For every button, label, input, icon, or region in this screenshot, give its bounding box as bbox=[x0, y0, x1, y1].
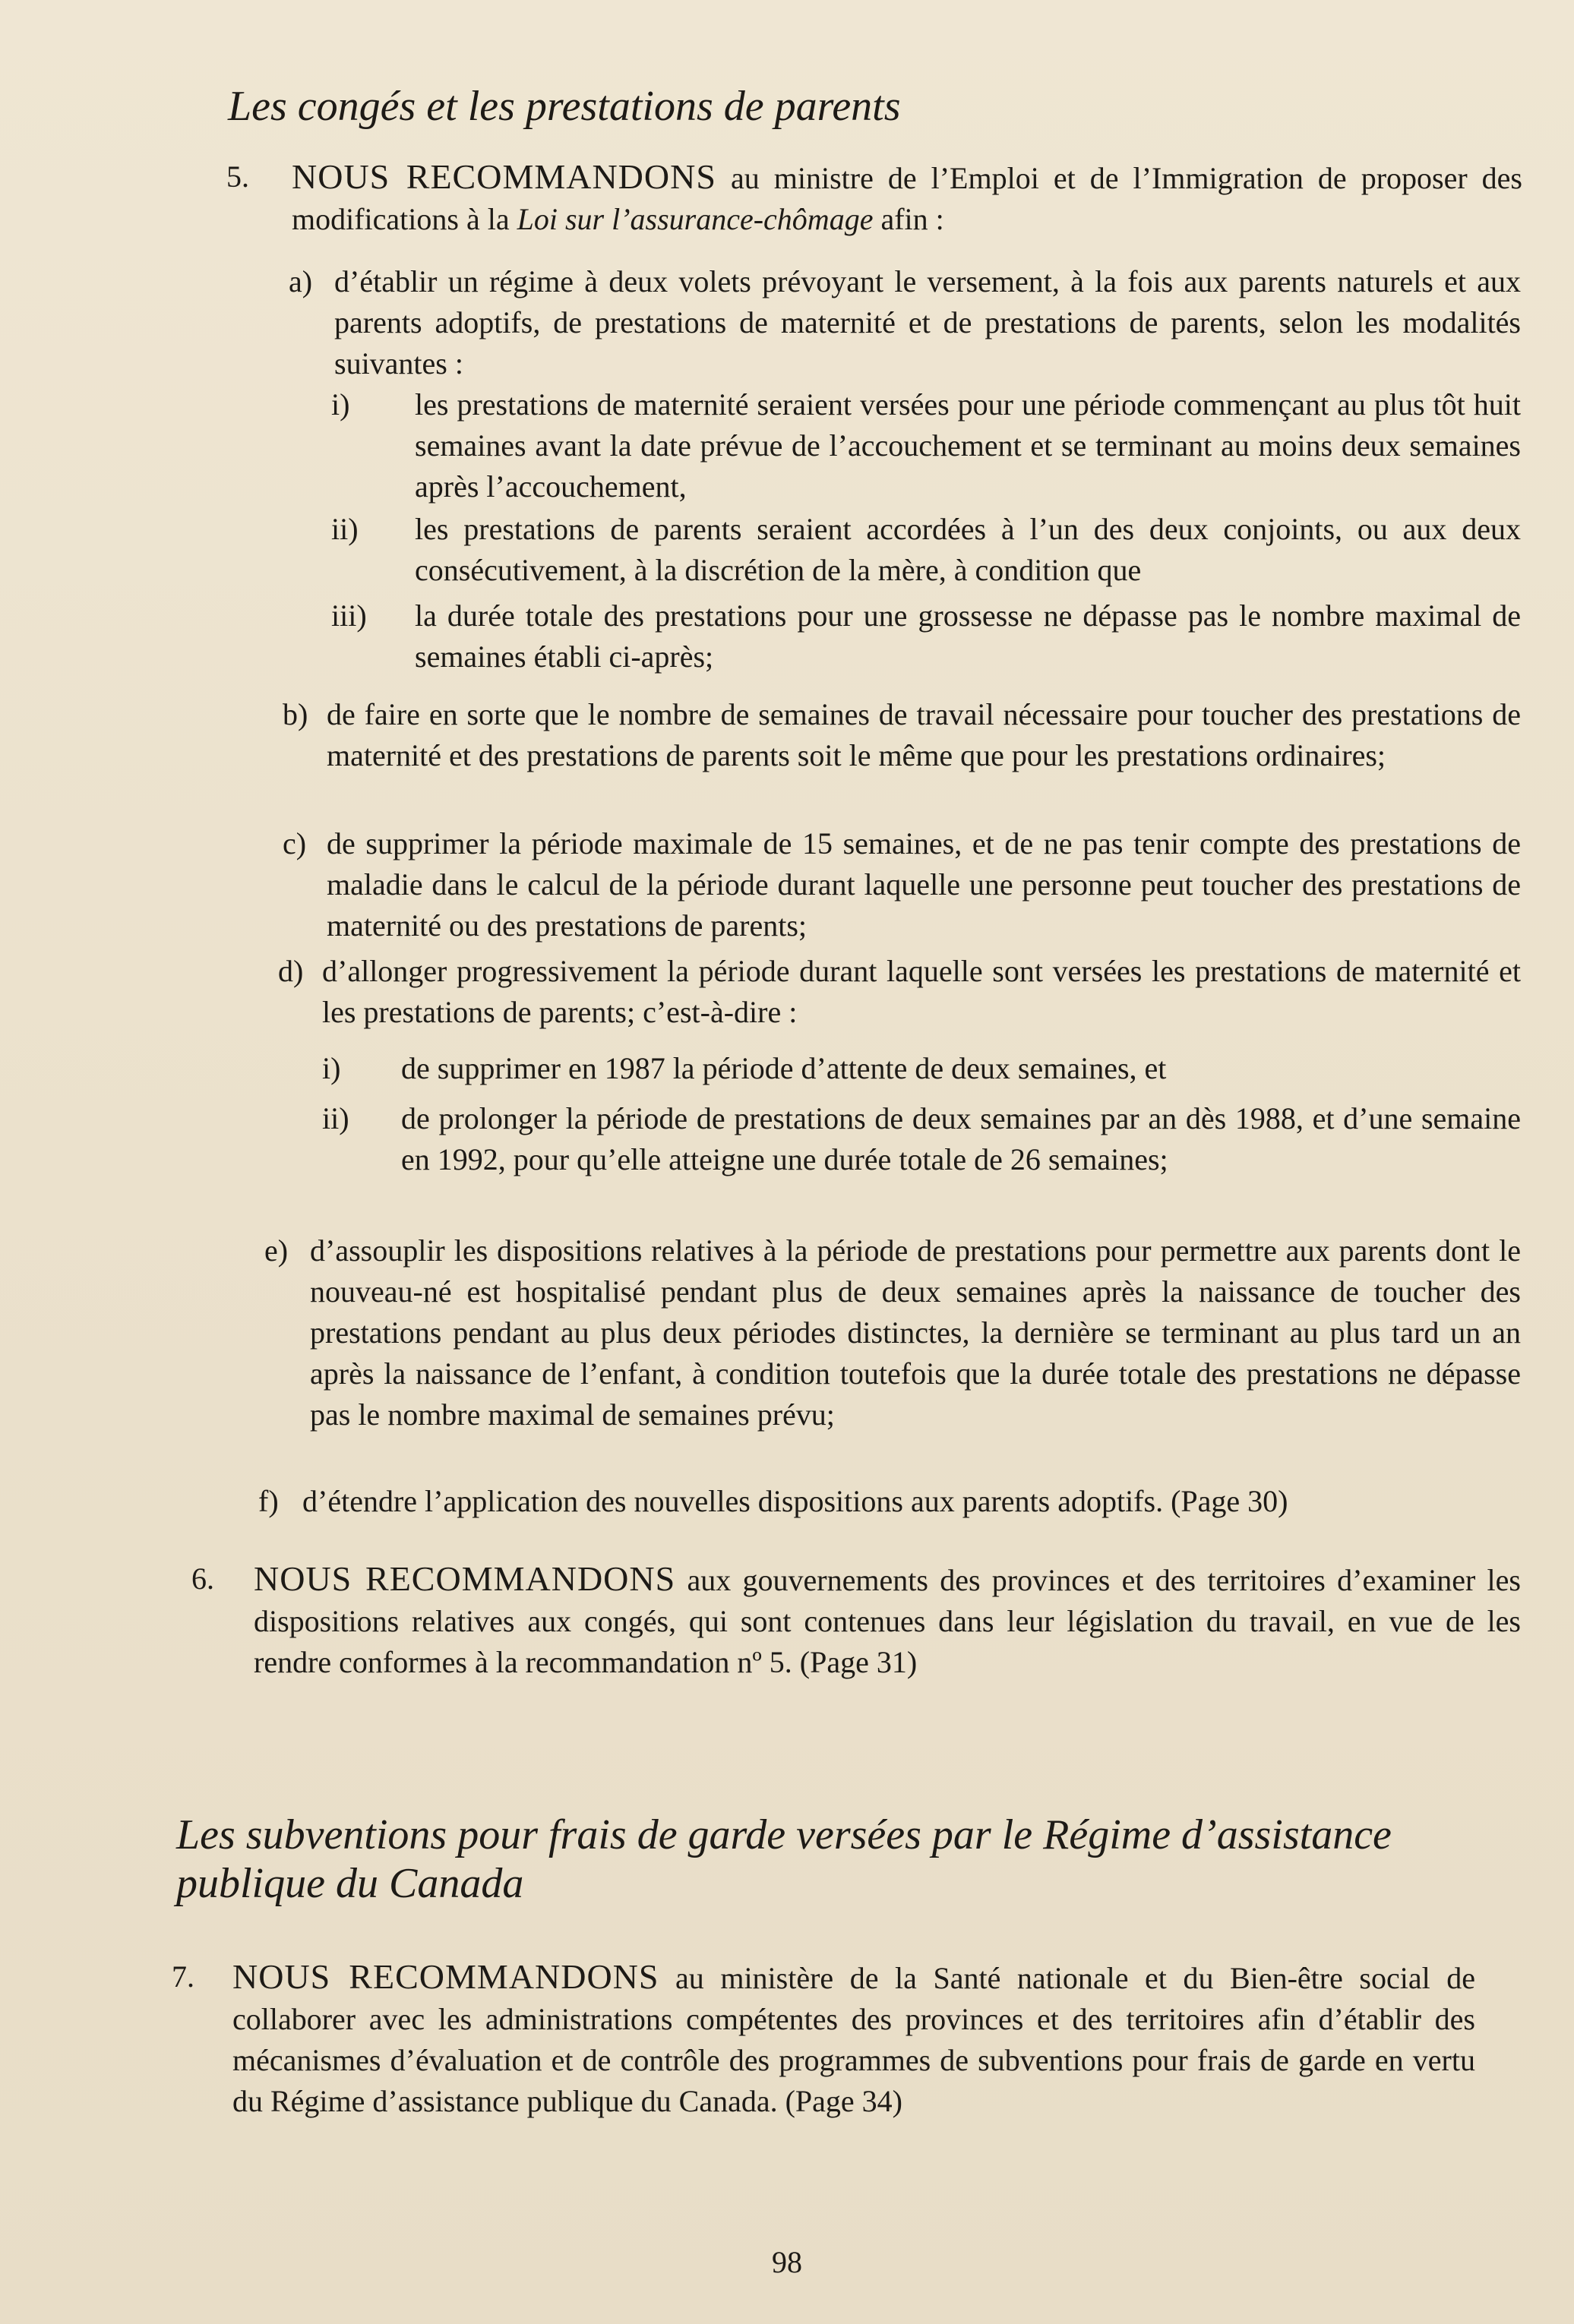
rec5-a-iii-label: iii) bbox=[331, 598, 367, 633]
rec5-d-ii-text: de prolonger la période de prestations de deux semaines par an dès 1988, et d’une semaine en 1992, pour qu’elle atteigne une durée totale de 26 semaines; bbox=[401, 1101, 1521, 1176]
rec5-e-label: e) bbox=[264, 1233, 289, 1268]
rec7-number: 7. bbox=[172, 1959, 194, 1994]
rec5-a-text: d’établir un régime à deux volets prévoyant le versement, à la fois aux parents naturels et aux parents adoptifs, de prestations de maternité et de prestations de parents, selon les modalités suivantes : bbox=[334, 264, 1521, 380]
rec6-number: 6. bbox=[191, 1561, 214, 1596]
rec5-a-i-label: i) bbox=[331, 387, 350, 422]
rec7-text bbox=[232, 1956, 1475, 2122]
rec5-d-i-label: i) bbox=[322, 1051, 341, 1085]
page-number: 98 bbox=[772, 2245, 802, 2279]
rec5-text-a: au ministre de l’Emploi et de l’Immigration de proposer des modifications à la bbox=[292, 161, 1522, 236]
rec5-b-text: de faire en sorte que le nombre de semaines de travail nécessaire pour toucher des prestations de maternité et des prestations de parents soit le même que pour les prestations ordinaires; bbox=[327, 697, 1521, 772]
rec7-lead: NOUS RECOMMANDONS bbox=[232, 1957, 659, 1996]
rec5-b-label: b) bbox=[283, 697, 308, 731]
rec7-body: au ministère de la Santé nationale et du Bien-être social de collaborer avec les administrations compétentes des provinces et des territoires afin d’établir des mécanismes d’évaluation et de contrôle des programmes de subventions pour frais de garde en vertu du Régime d’assistance publique du Canada. (Page 34) bbox=[232, 1961, 1475, 2118]
rec5-d-label: d) bbox=[278, 954, 304, 988]
rec5-a-ii-text: les prestations de parents seraient accordées à l’un des deux conjoints, ou aux deux consécutivement, à la discrétion de la mère, à condition que bbox=[415, 512, 1521, 587]
section-title-parental-leave: Les congés et les prestations de parents bbox=[228, 83, 901, 130]
rec5-f-text: d’étendre l’application des nouvelles dispositions aux parents adoptifs. (Page 30) bbox=[302, 1484, 1288, 1518]
rec5-a-label: a) bbox=[289, 264, 313, 298]
rec5-lead: NOUS RECOMMANDONS bbox=[292, 157, 716, 196]
rec5-e-text: d’assouplir les dispositions relatives à la période de prestations pour permettre aux parents dont le nouveau-né est hospitalisé pendant plus de deux semaines après la naissance de toucher des prestations pendant au plus deux périodes distinctes, la dernière se terminant au plus tard un an après la naissance de l’enfant, à condition toutefois que la durée totale des prestations ne dépasse pas le nombre maximal de semaines prévu; bbox=[310, 1233, 1521, 1432]
rec5-c-text: de supprimer la période maximale de 15 semaines, et de ne pas tenir compte des prestations de maladie dans le calcul de la période durant laquelle une personne peut toucher des prestations de maternité ou des prestations de parents; bbox=[327, 826, 1521, 943]
rec6-lead: NOUS RECOMMANDONS bbox=[254, 1559, 676, 1598]
rec5-a-ii-label: ii) bbox=[331, 512, 359, 546]
rec5-d-text: d’allonger progressivement la période durant laquelle sont versées les prestations de maternité et les prestations de parents; c’est-à-dire : bbox=[322, 954, 1521, 1029]
rec5-number: 5. bbox=[226, 159, 249, 194]
rec5-law-title: Loi sur l’assurance-chômage bbox=[517, 202, 874, 236]
rec5-intro bbox=[292, 156, 1522, 240]
rec5-f-label: f) bbox=[258, 1484, 279, 1518]
rec5-a-i-text: les prestations de maternité seraient versées pour une période commençant au plus tôt huit semaines avant la date prévue de l’accouchement et se terminant au moins deux semaines après l’accouchement, bbox=[415, 387, 1521, 504]
rec5-d-ii-label: ii) bbox=[322, 1101, 349, 1135]
rec6-body: aux gouvernements des provinces et des territoires d’examiner les dispositions relatives aux congés, qui sont contenues dans leur législation du travail, en vue de les rendre conformes à la recommandation nº 5. (Page 31) bbox=[254, 1563, 1521, 1679]
rec5-text-b: afin : bbox=[873, 202, 944, 236]
rec5-d-i-text: de supprimer en 1987 la période d’attente de deux semaines, et bbox=[401, 1051, 1167, 1085]
section-title-child-care-subsidies: Les subventions pour frais de garde versées par le Régime d’assistance publique du Canada bbox=[176, 1811, 1392, 1907]
rec6-text bbox=[254, 1558, 1521, 1683]
rec5-a-iii-text: la durée totale des prestations pour une grossesse ne dépasse pas le nombre maximal de semaines établi ci-après; bbox=[415, 598, 1521, 674]
rec5-c-label: c) bbox=[283, 826, 307, 860]
